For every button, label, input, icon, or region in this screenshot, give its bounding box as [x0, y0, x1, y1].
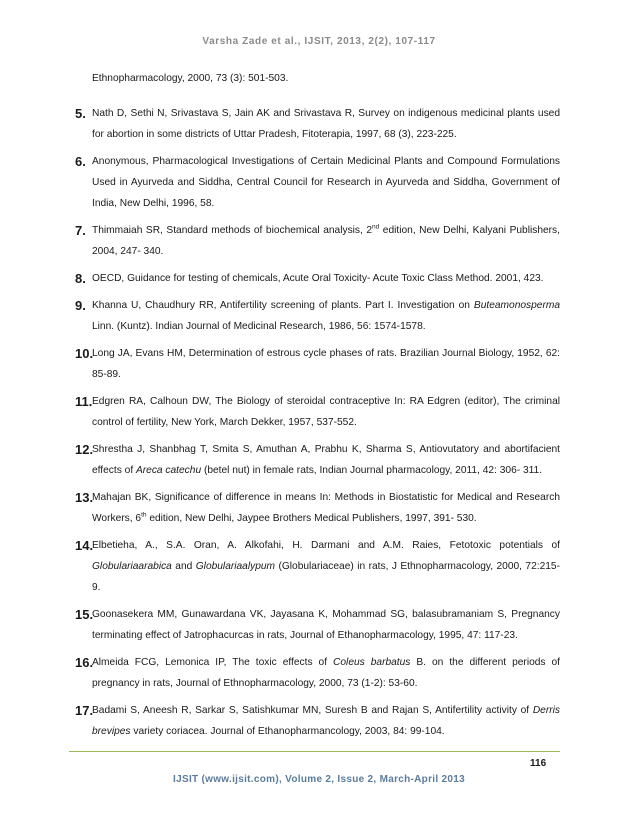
reference-text: OECD, Guidance for testing of chemicals, Acute Oral Toxicity- Acute Toxic Class Method. 2001, 423. [92, 273, 544, 284]
reference-text: Khanna U, Chaudhury RR, Antifertility screening of plants. Part I. Investigation on Buteamonosperma Linn. (Kuntz). Indian Journal of Medicinal Research, 1986, 56: 1574-1578. [92, 300, 560, 332]
reference-item [75, 391, 560, 433]
reference-item [75, 151, 560, 214]
reference-text: Mahajan BK, Significance of difference in means In: Methods in Biostatistic for Medical and Research Workers, 6th edition, New Delhi, Jaypee Brothers Medical Publishers, 1997, 391- 530. [92, 492, 560, 524]
reference-text: Long JA, Evans HM, Determination of estrous cycle phases of rats. Brazilian Journal Biology, 1952, 62: 85-89. [92, 348, 560, 380]
reference-number: 14. [75, 538, 94, 553]
reference-text: Shrestha J, Shanbhag T, Smita S, Amuthan A, Prabhu K, Sharma S, Antiovutatory and abortifacient effects of Areca catechu (betel nut) in female rats, Indian Journal pharmacology, 2011, 42: 306- 311. [92, 444, 560, 476]
reference-item [75, 604, 560, 646]
reference-item [75, 220, 560, 262]
reference-number: 9. [75, 298, 86, 313]
reference-number: 7. [75, 223, 86, 238]
reference-text: Goonasekera MM, Gunawardana VK, Jayasana K, Mohammad SG, balasubramaniam S, Pregnancy terminating effect of Jatrophacurcas in rats, Journal of Ethanopharmacology, 1995, 47: 117-23. [92, 609, 560, 641]
reference-text: Nath D, Sethi N, Srivastava S, Jain AK and Srivastava R, Survey on indigenous medicinal plants used for abortion in some districts of Uttar Pradesh, Fitoterapia, 1997, 68 (3), 223-225. [92, 108, 560, 140]
reference-number: 15. [75, 607, 94, 622]
reference-number: 5. [75, 106, 86, 121]
reference-item [75, 103, 560, 145]
reference-continuation: Ethnopharmacology, 2000, 73 (3): 501-503. [92, 73, 289, 84]
reference-text: Elbetieha, A., S.A. Oran, A. Alkofahi, H. Darmani and A.M. Raies, Fetotoxic potentials of Globulariaarabica and Globulariaalypum (Globulariaceae) in rats, J Ethnopharmacology, 2000, 72:215-9. [92, 540, 560, 593]
reference-item [75, 652, 560, 694]
reference-item [75, 535, 560, 598]
reference-item [75, 487, 560, 529]
page-number: 116 [530, 758, 547, 769]
reference-number: 16. [75, 655, 94, 670]
reference-item [75, 268, 560, 289]
reference-text: Edgren RA, Calhoun DW, The Biology of steroidal contraceptive In: RA Edgren (editor), The criminal control of fertility, New York, March Dekker, 1957, 537-552. [92, 396, 560, 428]
reference-number: 12. [75, 442, 94, 457]
reference-item [75, 700, 560, 742]
reference-item [75, 439, 560, 481]
reference-list [75, 72, 560, 748]
footer-rule [69, 751, 560, 752]
running-footer: IJSIT (www.ijsit.com), Volume 2, Issue 2, March-April 2013 [173, 774, 465, 785]
reference-item [75, 343, 560, 385]
reference-number: 11. [75, 394, 93, 409]
reference-text: Thimmaiah SR, Standard methods of biochemical analysis, 2nd edition, New Delhi, Kalyani Publishers, 2004, 247- 340. [92, 223, 560, 257]
reference-number: 17. [75, 703, 94, 718]
reference-number: 10. [75, 346, 94, 361]
reference-number: 13. [75, 490, 94, 505]
reference-number: 8. [75, 271, 86, 286]
reference-number: 6. [75, 154, 86, 169]
reference-text: Badami S, Aneesh R, Sarkar S, Satishkumar MN, Suresh B and Rajan S, Antifertility activity of Derris brevipes variety coriacea. Journal of Ethanopharmancology, 2003, 84: 99-104. [92, 705, 560, 737]
reference-item [75, 295, 560, 337]
reference-text: Almeida FCG, Lemonica IP, The toxic effects of Coleus barbatus B. on the different periods of pregnancy in rats, Journal of Ethnopharmacology, 2000, 73 (1-2): 53-60. [92, 657, 560, 689]
reference-text: Anonymous, Pharmacological Investigations of Certain Medicinal Plants and Compound Formulations Used in Ayurveda and Siddha, Central Council for Research in Ayurveda and Siddha, Government of India, New Delhi, 1996, 58. [92, 156, 560, 209]
running-header: Varsha Zade et al., IJSIT, 2013, 2(2), 107-117 [202, 36, 436, 47]
